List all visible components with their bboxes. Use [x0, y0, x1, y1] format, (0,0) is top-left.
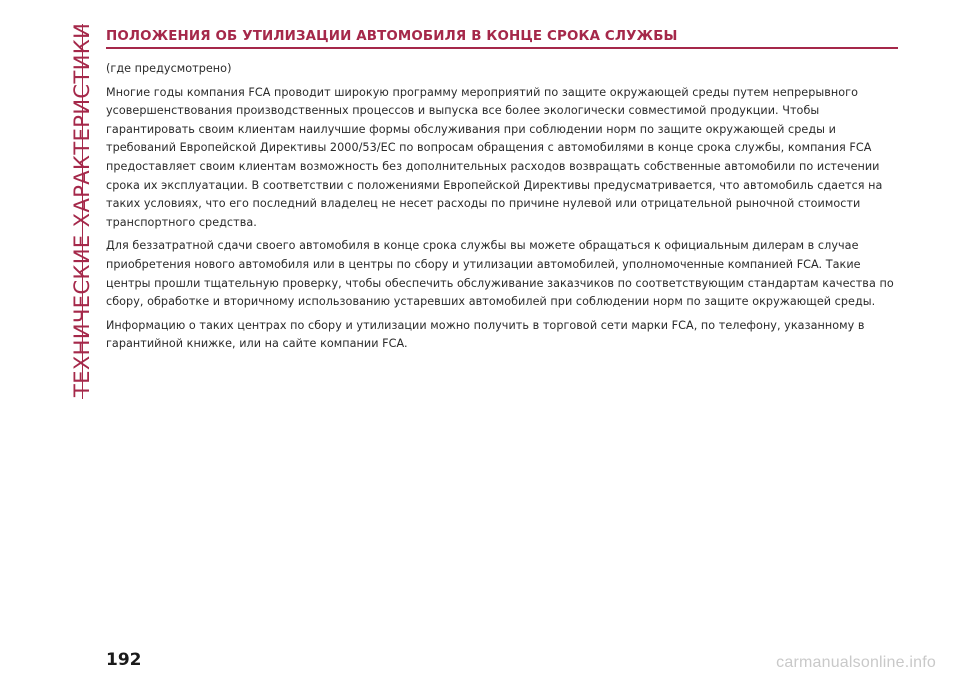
page-number: 192 [106, 650, 142, 670]
paragraph-dealers: Для беззатратной сдачи своего автомобиля в конце срока службы вы можете обращаться к официальным дилерам в случае приобретения нового автомобиля или в центры по сбору и утилизации автомобилей, уполномоченные компанией FCA. Такие центры прошли тщательную проверку, чтобы обеспечить обслуживание заказчиков по соответствующим стандартам качества по сбору, обработке и вторичному использованию устаревших автомобилей при соблюдении норм по защите окружающей среды. [106, 239, 894, 309]
title-underline [106, 47, 898, 49]
paragraph-info: Информацию о таких центрах по сбору и утилизации можно получить в торговой сети марки FCA, по телефону, указанному в гарантийной книжке, или на сайте компании FCA. [106, 318, 865, 351]
section-title: ПОЛОЖЕНИЯ ОБ УТИЛИЗАЦИИ АВТОМОБИЛЯ В КОНЦЕ СРОКА СЛУЖБЫ [106, 29, 678, 44]
site-watermark: carmanualsonline.info [776, 654, 936, 671]
side-tab-label: ТЕХНИЧЕСКИЕ ХАРАКТЕРИСТИКИ [70, 22, 94, 397]
side-section-tab [52, 24, 92, 399]
paragraph-note: (где предусмотрено) [106, 62, 232, 75]
paragraph-program: Многие годы компания FCA проводит широкую программу мероприятий по защите окружающей среды путем непрерывного усовершенствования производственных процессов и выпуска все более экологически совместимой продукции. Чтобы гарантировать своим клиентам наилучшие формы обслуживания при соблюдении норм по защите окружающей среды и требований Европейской Директивы 2000/53/ЕС по вопросам обращения с автомобилями в конце срока службы, компания FCA предоставляет своим клиентам возможность без дополнительных расходов возвращать собственные автомобили по истечении срока их эксплуатации. В соответствии с положениями Европейской Директивы предусматривается, что автомобиль сдается на таких условиях, что его последний владелец не несет расходы по причине нулевой или отрицательной рыночной стоимости транспортного средства. [106, 85, 883, 229]
page-content [106, 29, 901, 359]
